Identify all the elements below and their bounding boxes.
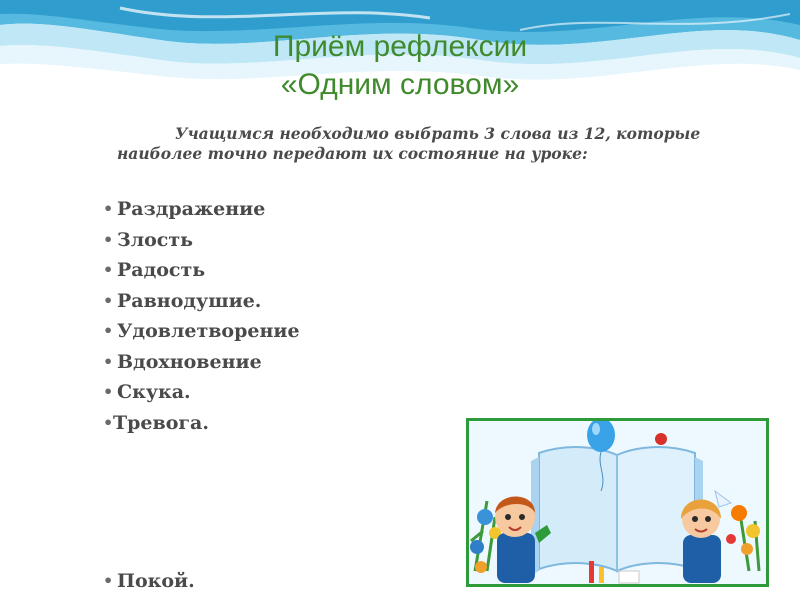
word-list <box>103 196 300 440</box>
list-item-label: Злость <box>117 228 194 251</box>
bullet-icon: • <box>103 382 114 401</box>
list-item-label: Раздражение <box>117 198 266 220</box>
pencil-icon <box>599 567 604 583</box>
slide-title <box>0 28 800 104</box>
title-line-1: Приём рефлексии <box>272 30 528 63</box>
list-item-label: Равнодушие. <box>117 289 262 312</box>
illustration-frame <box>466 418 769 587</box>
bullet-icon: • <box>103 260 114 279</box>
list-item <box>103 196 300 227</box>
list-item-label: Тревога. <box>113 411 209 434</box>
intro-text: Учащимся необходимо выбрать 3 слова из 12, которые наиболее точно передают их состояние на уроке: <box>117 124 701 163</box>
bullet-icon: • <box>103 412 114 432</box>
open-book-icon <box>531 447 703 575</box>
list-item <box>103 410 300 441</box>
list-item-label: Вдохновение <box>117 350 262 373</box>
list-item-last <box>103 568 195 594</box>
list-item-label: Удовлетворение <box>117 320 300 342</box>
bullet-icon: • <box>103 290 114 310</box>
list-item-label: Радость <box>117 259 206 281</box>
bullet-icon: • <box>103 351 114 371</box>
pencil-icon <box>589 561 594 583</box>
list-item <box>103 349 300 380</box>
title-line-2: «Одним словом» <box>280 68 520 101</box>
ladybug-icon <box>655 433 667 445</box>
illustration <box>469 421 766 584</box>
bullet-icon: • <box>103 571 114 590</box>
list-item-label: Покой. <box>117 570 195 592</box>
list-item <box>103 227 300 258</box>
list-item <box>103 318 300 349</box>
bullet-icon: • <box>103 321 114 340</box>
list-item <box>103 257 300 288</box>
list-item-label: Скука. <box>117 381 191 403</box>
bullet-icon: • <box>103 229 114 249</box>
list-item <box>103 288 300 319</box>
list-item <box>103 379 300 410</box>
eraser-icon <box>619 571 639 583</box>
bullet-icon: • <box>103 199 114 218</box>
